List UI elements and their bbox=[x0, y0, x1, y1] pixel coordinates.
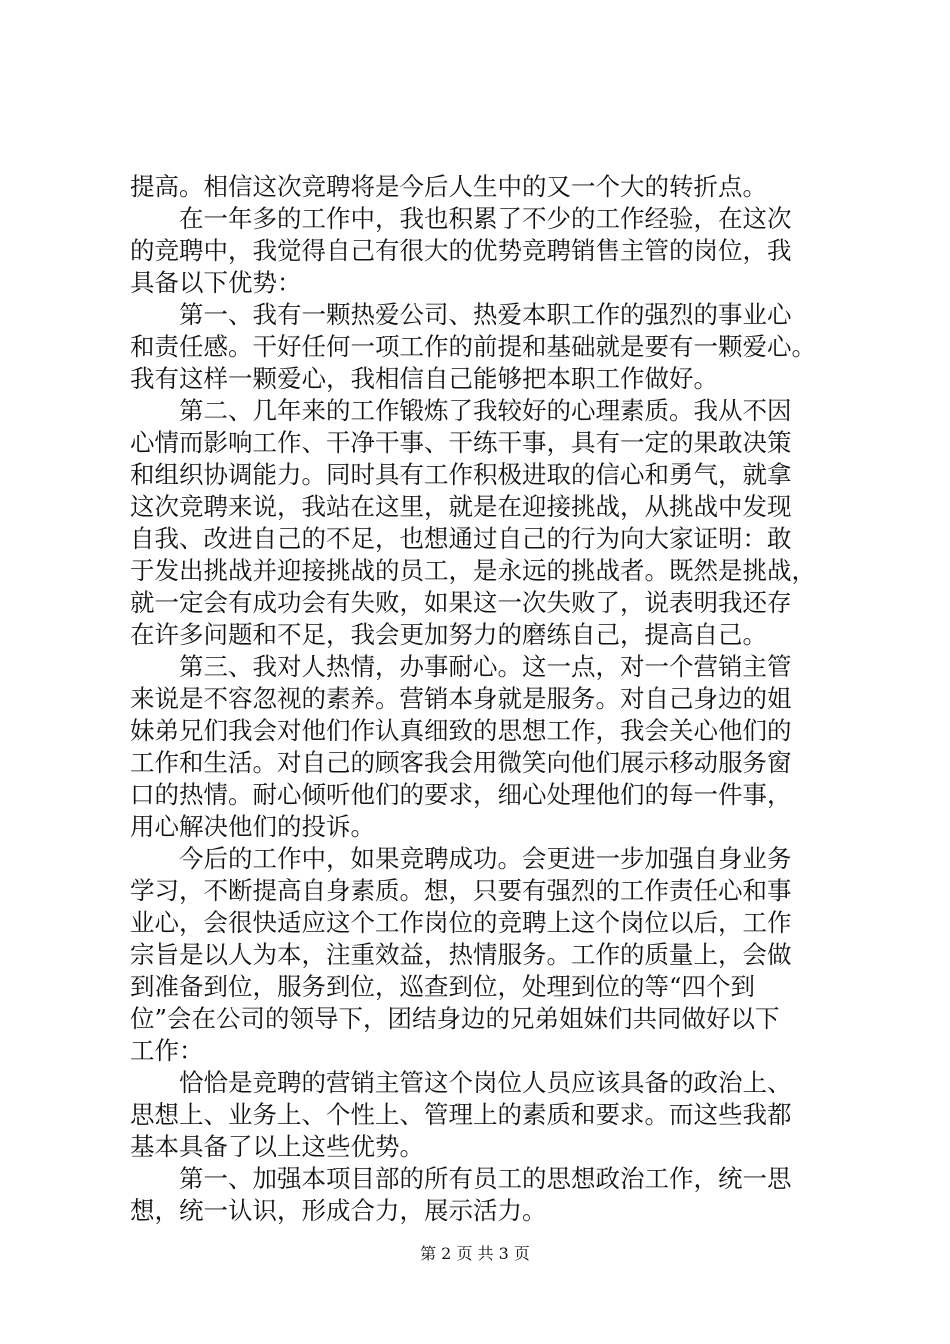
text-line: 我有这样一颗爱心，我相信自己能够把本职工作做好。 bbox=[130, 364, 718, 393]
text-line: 和责任感。干好任何一项工作的前提和基础就是要有一颗爱心。 bbox=[130, 332, 816, 361]
text-line: 和组织协调能力。同时具有工作积极进取的信心和勇气，就拿 bbox=[130, 460, 792, 489]
text-line: 就一定会有成功会有失败，如果这一次失败了，说表明我还存 bbox=[130, 588, 792, 617]
text-line: 今后的工作中，如果竞聘成功。会更进一步加强自身业务 bbox=[179, 844, 792, 873]
text-line: 第一、我有一颗热爱公司、热爱本职工作的强烈的事业心 bbox=[179, 300, 792, 329]
text-line: 自我、改进自己的不足，也想通过自己的行为向大家证明：敢 bbox=[130, 524, 792, 553]
text-line: 到准备到位，服务到位，巡查到位，处理到位的等“四个到 bbox=[130, 972, 756, 1001]
text-line: 的竞聘中，我觉得自己有很大的优势竞聘销售主管的岗位，我 bbox=[130, 236, 792, 265]
text-line: 第二、几年来的工作锻炼了我较好的心理素质。我从不因 bbox=[179, 396, 792, 425]
text-line: 业心，会很快适应这个工作岗位的竞聘上这个岗位以后，工作 bbox=[130, 908, 792, 937]
document-body bbox=[130, 171, 830, 1227]
text-line: 位”会在公司的领导下，团结身边的兄弟姐妹们共同做好以下 bbox=[130, 1004, 780, 1033]
text-line: 心情而影响工作、干净干事、干练干事，具有一定的果敢决策 bbox=[130, 428, 792, 457]
text-line: 于发出挑战并迎接挑战的员工，是永远的挑战者。既然是挑战， bbox=[130, 556, 816, 585]
text-line: 妹弟兄们我会对他们作认真细致的思想工作，我会关心他们的 bbox=[130, 716, 792, 745]
text-line: 具备以下优势： bbox=[130, 268, 302, 297]
text-line: 第一、加强本项目部的所有员工的思想政治工作，统一思 bbox=[179, 1164, 792, 1193]
text-line: 工作： bbox=[130, 1036, 204, 1065]
text-line: 思想上、业务上、个性上、管理上的素质和要求。而这些我都 bbox=[130, 1100, 792, 1129]
text-line: 基本具备了以上这些优势。 bbox=[130, 1132, 424, 1161]
page-footer bbox=[0, 1244, 950, 1264]
text-line: 工作和生活。对自己的顾客我会用微笑向他们展示移动服务窗 bbox=[130, 748, 792, 777]
text-line: 第三、我对人热情，办事耐心。这一点，对一个营销主管 bbox=[179, 652, 792, 681]
text-line: 这次竞聘来说，我站在这里，就是在迎接挑战，从挑战中发现 bbox=[130, 492, 792, 521]
text-line: 在许多问题和不足，我会更加努力的磨练自己，提高自己。 bbox=[130, 620, 767, 649]
text-line: 宗旨是以人为本，注重效益，热情服务。工作的质量上，会做 bbox=[130, 940, 792, 969]
text-line: 用心解决他们的投诉。 bbox=[130, 812, 375, 841]
text-line: 学习，不断提高自身素质。想，只要有强烈的工作责任心和事 bbox=[130, 876, 792, 905]
text-line: 口的热情。耐心倾听他们的要求，细心处理他们的每一件事， bbox=[130, 780, 792, 809]
text-line: 想，统一认识，形成合力，展示活力。 bbox=[130, 1196, 547, 1225]
page-number-label: 第 2 页 共 3 页 bbox=[420, 1244, 530, 1263]
text-line: 恰恰是竞聘的营销主管这个岗位人员应该具备的政治上、 bbox=[179, 1068, 792, 1097]
text-line: 在一年多的工作中，我也积累了不少的工作经验，在这次 bbox=[179, 204, 792, 233]
text-line: 提高。相信这次竞聘将是今后人生中的又一个大的转折点。 bbox=[130, 172, 767, 201]
text-line: 来说是不容忽视的素养。营销本身就是服务。对自己身边的姐 bbox=[130, 684, 792, 713]
